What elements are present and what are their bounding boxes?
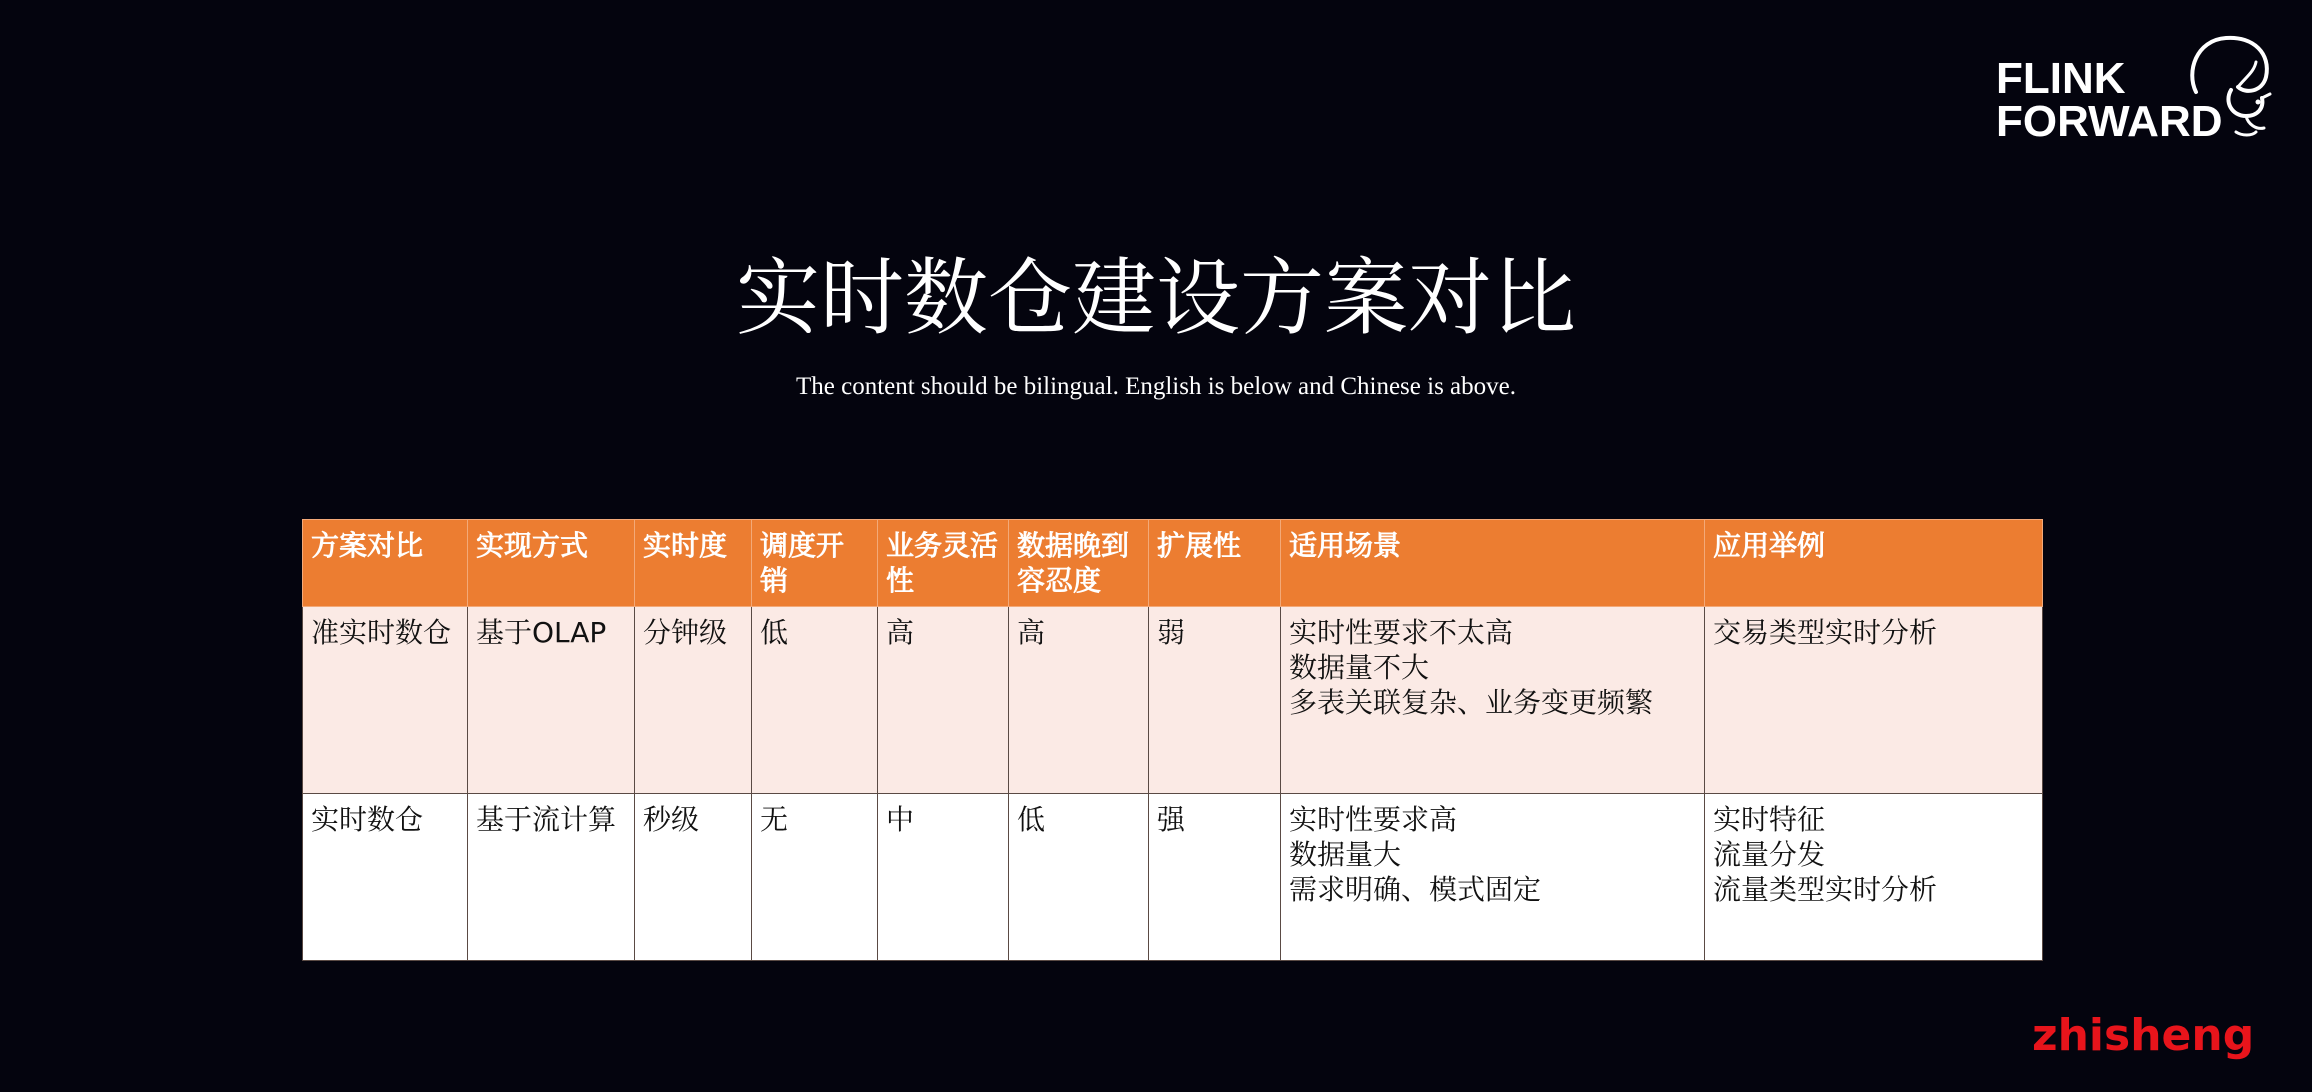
cell-flexibility: 高 xyxy=(878,607,1009,794)
table-row xyxy=(303,794,2043,961)
table-row xyxy=(303,607,2043,794)
scenario-line: 数据量不大 xyxy=(1289,651,1430,684)
header-cell-scenarios: 适用场景 xyxy=(1281,520,1705,607)
header-cell-examples: 应用举例 xyxy=(1705,520,2043,607)
cell-late-tolerance: 低 xyxy=(1009,794,1149,961)
cell-scheme: 准实时数仓 xyxy=(303,607,468,794)
cell-scalability: 强 xyxy=(1149,794,1281,961)
watermark-text: zhisheng xyxy=(2032,1010,2255,1061)
squirrel-icon xyxy=(2176,32,2276,142)
header-cell-late-tolerance: 数据晚到容忍度 xyxy=(1009,520,1149,607)
slide-title: 实时数仓建设方案对比 xyxy=(735,249,1576,347)
cell-scheduling-cost: 无 xyxy=(752,794,878,961)
header-cell-scheme: 方案对比 xyxy=(303,520,468,607)
flink-forward-logo xyxy=(1990,32,2280,152)
cell-scheduling-cost: 低 xyxy=(752,607,878,794)
example-line: 流量分发 xyxy=(1713,838,1826,871)
scenario-line: 多表关联复杂、业务变更频繁 xyxy=(1289,686,1654,719)
logo-line2: FORWARD xyxy=(1996,97,2223,146)
scenario-line: 数据量大 xyxy=(1289,838,1402,871)
cell-examples xyxy=(1705,607,2043,794)
cell-late-tolerance: 高 xyxy=(1009,607,1149,794)
example-line: 流量类型实时分析 xyxy=(1713,873,1938,906)
cell-scenarios xyxy=(1281,794,1705,961)
logo-line1: FLINK xyxy=(1996,54,2126,103)
header-cell-scalability: 扩展性 xyxy=(1149,520,1281,607)
scenario-line: 实时性要求不太高 xyxy=(1289,616,1514,649)
cell-scheme: 实时数仓 xyxy=(303,794,468,961)
scenario-line: 实时性要求高 xyxy=(1289,803,1458,836)
cell-examples xyxy=(1705,794,2043,961)
example-line: 交易类型实时分析 xyxy=(1713,616,1938,649)
slide-subtitle: The content should be bilingual. English is below and Chinese is above. xyxy=(795,373,1517,400)
cell-realtime: 分钟级 xyxy=(635,607,752,794)
cell-scenarios xyxy=(1281,607,1705,794)
cell-implementation: 基于流计算 xyxy=(468,794,635,961)
cell-implementation: 基于OLAP xyxy=(468,607,635,794)
header-cell-flexibility: 业务灵活性 xyxy=(878,520,1009,607)
comparison-table xyxy=(302,519,2043,961)
cell-flexibility: 中 xyxy=(878,794,1009,961)
header-cell-scheduling-cost: 调度开销 xyxy=(752,520,878,607)
cell-realtime: 秒级 xyxy=(635,794,752,961)
header-cell-implementation: 实现方式 xyxy=(468,520,635,607)
table-header-row xyxy=(303,520,2043,607)
header-cell-realtime: 实时度 xyxy=(635,520,752,607)
scenario-line: 需求明确、模式固定 xyxy=(1289,873,1542,906)
example-line: 实时特征 xyxy=(1713,803,1826,836)
cell-scalability: 弱 xyxy=(1149,607,1281,794)
